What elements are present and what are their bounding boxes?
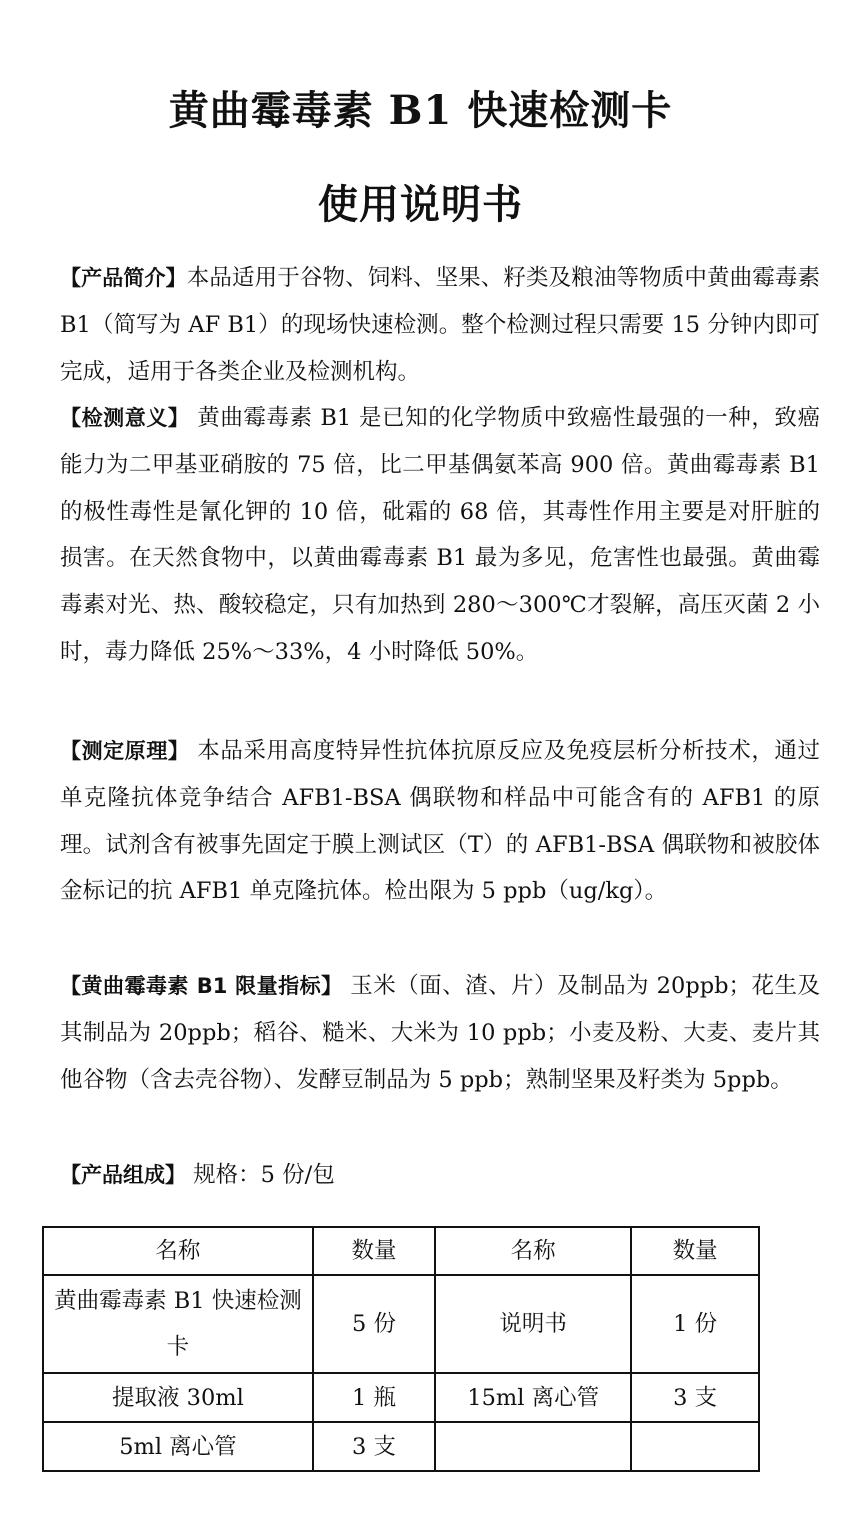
table-row [43,1422,759,1471]
section-label: 【产品组成】 [60,1163,186,1187]
table-cell: 5 份 [313,1275,435,1373]
table-header-cell: 数量 [631,1227,759,1275]
section-text: 本品采用高度特异性抗体抗原反应及免疫层析分析技术，通过单克隆抗体竞争结合 AFB1-BSA 偶联物和样品中可能含有的 AFB1 的原理。试剂含有被事先固定于膜上测试区（T）的 AFB1-BSA 偶联物和被胶体金标记的抗 AFB1 单克隆抗体。检出限为 5 ppb（ug/kg）。 [60,738,821,905]
section-detection-principle [60,728,820,915]
table-cell: 15ml 离心管 [435,1373,631,1422]
table-cell: 3 支 [313,1422,435,1471]
table-cell: 黄曲霉毒素 B1 快速检测卡 [43,1275,313,1373]
table-cell: 1 份 [631,1275,759,1373]
table-header-cell: 数量 [313,1227,435,1275]
table-row [43,1275,759,1373]
section-label: 【检测意义】 [60,406,190,430]
composition-table [42,1226,760,1472]
table-cell: 5ml 离心管 [43,1422,313,1471]
section-detection-significance [60,395,820,676]
table-cell [631,1422,759,1471]
document-subtitle: 使用说明书 [318,181,523,228]
section-text: 规格：5 份/包 [186,1162,335,1188]
document-title: 黄曲霉毒素 B1 快速检测卡 [168,87,673,134]
section-limit-indicators [60,963,820,1103]
section-label: 【黄曲霉毒素 B1 限量指标】 [60,974,343,998]
table-cell: 3 支 [631,1373,759,1422]
section-product-intro [60,255,820,395]
table-cell: 1 瓶 [313,1373,435,1422]
table-header-cell: 名称 [435,1227,631,1275]
table-cell: 说明书 [435,1275,631,1373]
section-text: 黄曲霉毒素 B1 是已知的化学物质中致癌性最强的一种，致癌能力为二甲基亚硝胺的 75 倍，比二甲基偶氨苯高 900 倍。黄曲霉毒素 B1 的极性毒性是氰化钾的 10 倍，砒霜的 68 倍，其毒性作用主要是对肝脏的损害。在天然食物中，以黄曲霉毒素 B1 最为多见，危害性也最强。黄曲霉毒素对光、热、酸较稳定，只有加热到 280～300℃才裂解，高压灭菌 2 小时，毒力降低 25%～33%，4 小时降低 50%。 [60,405,821,665]
section-label: 【测定原理】 [60,739,190,763]
section-label: 【产品简介】 [60,266,187,290]
table-header-cell: 名称 [43,1227,313,1275]
table-cell [435,1422,631,1471]
table-header-row [43,1227,759,1275]
section-text: 玉米（面、渣、片）及制品为 20ppb；花生及其制品为 20ppb；稻谷、糙米、大米为 10 ppb；小麦及粉、大麦、麦片其他谷物（含去壳谷物）、发酵豆制品为 5 ppb；熟制坚果及籽类为 5ppb。 [60,973,820,1093]
table-row [43,1373,759,1422]
section-text: 本品适用于谷物、饲料、坚果、籽类及粮油等物质中黄曲霉毒素 B1（简写为 AF B1）的现场快速检测。整个检测过程只需要 15 分钟内即可完成，适用于各类企业及检测机构。 [60,265,820,385]
table-cell: 提取液 30ml [43,1373,313,1422]
section-product-composition [60,1152,820,1199]
